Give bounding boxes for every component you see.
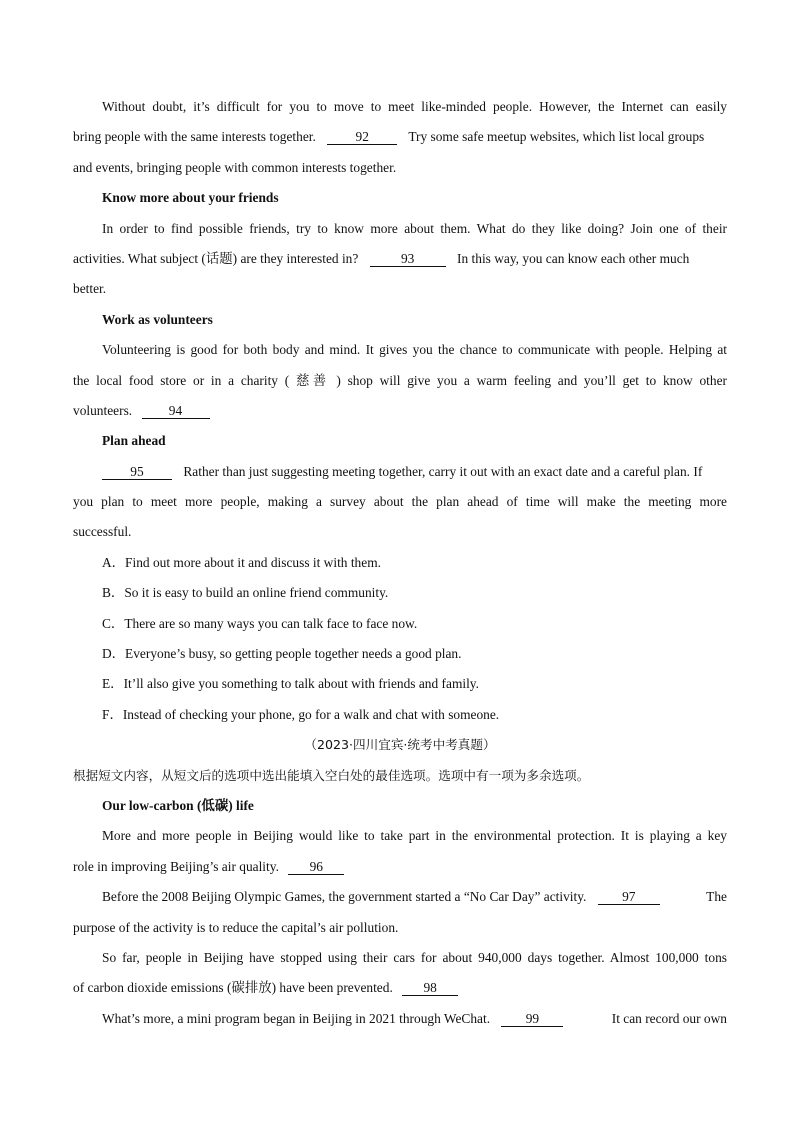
paragraph-line bbox=[73, 244, 727, 274]
blank-number: 95 bbox=[130, 463, 144, 479]
paragraph-line bbox=[73, 943, 727, 973]
text: of carbon dioxide emissions (碳排放) have been prevented. bbox=[73, 980, 393, 996]
paragraph-line bbox=[73, 122, 727, 152]
text: Before the 2008 Beijing Olympic Games, the government started a “No Car Day” activity. bbox=[102, 889, 587, 905]
blank-number: 96 bbox=[309, 858, 323, 874]
text: So far, people in Beijing have stopped using their cars for about 940,000 days together. Almost 100,000 tons bbox=[102, 949, 727, 965]
section-heading: Work as volunteers bbox=[102, 311, 213, 327]
text: you plan to meet more people, making a survey about the plan ahead of time will make the meeting more bbox=[73, 494, 727, 510]
text: activities. What subject (话题) are they interested in? bbox=[73, 250, 359, 266]
passage-title: Our low-carbon (低碳) life bbox=[102, 797, 254, 813]
paragraph-line bbox=[73, 973, 727, 1003]
paragraph-line bbox=[73, 335, 727, 365]
answer-blank-97[interactable] bbox=[598, 890, 660, 905]
text: purpose of the activity is to reduce the capital’s air pollution. bbox=[73, 919, 399, 935]
answer-blank-94[interactable] bbox=[142, 404, 210, 419]
paragraph-line bbox=[73, 214, 727, 244]
answer-blank-99[interactable] bbox=[501, 1012, 563, 1027]
instruction: 根据短文内容，从短文后的选项中选出能填入空白处的最佳选项。选项中有一项为多余选项。 bbox=[73, 767, 590, 783]
paragraph-line bbox=[73, 457, 727, 487]
blank-number: 92 bbox=[355, 129, 369, 145]
paragraph-line bbox=[73, 366, 727, 396]
option-c[interactable]: C．There are so many ways you can talk face to face now. bbox=[102, 615, 418, 631]
paragraph-line bbox=[73, 913, 727, 943]
paragraph-line bbox=[73, 821, 727, 851]
answer-blank-92[interactable] bbox=[327, 130, 397, 145]
question-source: （2023·四川宜宾·统考中考真题） bbox=[304, 737, 496, 753]
paragraph-line bbox=[73, 487, 727, 517]
text: What’s more, a mini program began in Beijing in 2021 through WeChat. bbox=[102, 1010, 491, 1026]
text: the local food store or in a charity ( 慈善 ) shop will give you a warm feeling and you’ll get to know other bbox=[73, 372, 727, 388]
option-f[interactable]: F．Instead of checking your phone, go for a walk and chat with someone. bbox=[102, 706, 500, 722]
blank-number: 93 bbox=[400, 250, 415, 266]
blank-number: 97 bbox=[622, 889, 636, 905]
option-a[interactable]: A．Find out more about it and discuss it with them. bbox=[102, 554, 381, 570]
text: Without doubt, it’s difficult for you to move to meet like-minded people. However, the Internet can easily bbox=[102, 99, 727, 114]
blank-number: 94 bbox=[168, 402, 183, 418]
text: and events, bringing people with common interests together. bbox=[73, 159, 397, 175]
blank-number: 98 bbox=[423, 980, 437, 996]
text: It can record our own bbox=[611, 1010, 727, 1026]
text: volunteers. bbox=[73, 402, 133, 418]
text: Rather than just suggesting meeting together, carry it out with an exact date and a careful plan. If bbox=[183, 463, 703, 479]
text: role in improving Beijing’s air quality. bbox=[73, 858, 279, 874]
text: Try some safe meetup websites, which list local groups bbox=[408, 129, 705, 145]
paragraph-line bbox=[73, 274, 727, 304]
paragraph-line bbox=[73, 396, 727, 426]
text: More and more people in Beijing would like to take part in the environmental protection. It is playing a key bbox=[102, 828, 727, 844]
option-d[interactable]: D．Everyone’s busy, so getting people together needs a good plan. bbox=[102, 646, 462, 662]
answer-blank-95[interactable] bbox=[102, 465, 172, 480]
text: The bbox=[706, 889, 727, 905]
section-heading: Plan ahead bbox=[102, 433, 166, 449]
text: better. bbox=[73, 281, 107, 297]
paragraph-line bbox=[73, 1004, 727, 1034]
section-heading: Know more about your friends bbox=[102, 190, 279, 206]
text: successful. bbox=[73, 524, 132, 540]
option-e[interactable]: E．It’ll also give you something to talk about with friends and family. bbox=[102, 676, 479, 692]
paragraph-line bbox=[73, 517, 727, 547]
exercise-page bbox=[73, 92, 727, 1034]
option-b[interactable]: B．So it is easy to build an online friend community. bbox=[102, 585, 389, 601]
text: bring people with the same interests together. bbox=[73, 129, 316, 145]
paragraph-line bbox=[73, 852, 727, 882]
paragraph-line bbox=[73, 92, 727, 122]
blank-number: 99 bbox=[525, 1010, 540, 1026]
text: In this way, you can know each other much bbox=[457, 250, 690, 266]
paragraph-line bbox=[73, 882, 727, 912]
answer-blank-96[interactable] bbox=[288, 860, 344, 875]
answer-blank-98[interactable] bbox=[402, 981, 458, 996]
text: Volunteering is good for both body and mind. It gives you the chance to communicate with people. Helping at bbox=[102, 342, 727, 358]
answer-blank-93[interactable] bbox=[370, 252, 446, 267]
paragraph-line bbox=[73, 153, 727, 183]
text: In order to find possible friends, try to know more about them. What do they like doing? Join one of their bbox=[102, 220, 727, 236]
